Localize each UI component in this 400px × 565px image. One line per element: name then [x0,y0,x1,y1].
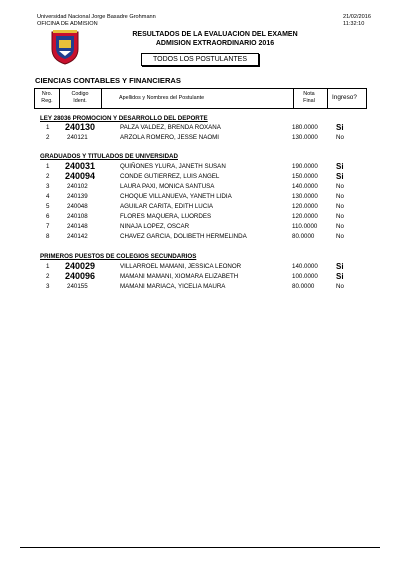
office-name: OFICINA DE ADMISION [37,21,98,27]
row-name: MAMANI MARIACA, YICELIA MAURA [120,283,226,290]
row-nro: 1 [46,163,50,170]
filter-box: TODOS LOS POSTULANTES [141,53,259,66]
row-nro: 2 [46,134,50,141]
row-ingreso: Si [336,162,344,171]
table-row [34,213,365,222]
row-nota: 120.0000 [292,203,318,210]
row-nro: 1 [46,263,50,270]
report-date: 21/02/2016 [343,14,371,20]
row-nro: 1 [46,124,50,131]
table-row [34,183,365,192]
table-row [34,134,365,143]
row-name: VILLARROEL MAMANI, JESSICA LEONOR [120,263,242,270]
row-code: 240048 [67,203,88,210]
row-name: AGUILAR CARITA, EDITH LUCIA [120,203,214,210]
row-code: 240094 [65,171,96,181]
col-nota-line2: Final [303,98,315,104]
row-nota: 130.0000 [292,193,318,200]
row-ingreso: No [336,183,344,190]
row-name: CHOQUE VILLANUEVA, YANETH LIDIA [120,193,232,200]
col-nota-line1: Nota [303,91,315,97]
row-nro: 2 [46,173,50,180]
row-nota: 150.0000 [292,173,318,180]
table-row [34,283,365,292]
row-code: 240148 [67,223,88,230]
row-code: 240142 [67,233,88,240]
table-row [34,203,365,212]
section-title: LEY 28036 PROMOCION Y DESARROLLO DEL DEPORTE [40,115,208,122]
program-name: CIENCIAS CONTABLES Y FINANCIERAS [35,76,181,85]
divider [293,89,294,108]
row-nota: 140.0000 [292,183,318,190]
table-header [34,88,367,109]
row-code: 240108 [67,213,88,220]
row-nro: 7 [46,223,50,230]
row-nro: 8 [46,233,50,240]
row-nota: 100.0000 [292,273,318,280]
row-ingreso: No [336,203,344,210]
row-name: CHAVEZ GARCIA, DOLIBETH HERMELINDA [120,233,247,240]
row-name: MAMANI MAMANI, XIOMARA ELIZABETH [120,273,239,280]
table-row [34,124,365,133]
table-row [34,273,365,282]
row-ingreso: No [336,223,344,230]
row-nota: 120.0000 [292,213,318,220]
row-ingreso: No [336,213,344,220]
row-code: 240031 [65,161,96,171]
row-nota: 140.0000 [292,263,318,270]
row-name: ARZOLA ROMERO, JESSE NAOMI [120,134,220,141]
header-right [343,14,371,28]
report-time: 11:32:10 [343,21,365,27]
university-name: Universidad Nacional Jorge Basadre Grohmann [37,14,156,20]
divider [327,89,328,108]
col-nota [297,91,321,105]
row-ingreso: Si [336,262,344,271]
row-ingreso: No [336,134,344,141]
table-row [34,193,365,202]
col-code-line2: Ident. [73,98,87,104]
row-ingreso: No [336,193,344,200]
footer-divider [20,547,380,548]
report-title: RESULTADOS DE LA EVALUACION DEL EXAMEN [132,31,298,38]
col-nro [35,91,59,105]
row-nota: 130.0000 [292,134,318,141]
row-name: QUIÑONES YLURA, JANETH SUSAN [120,163,226,170]
row-nota: 110.0000 [292,223,318,230]
row-code: 240121 [67,134,88,141]
header-left [37,14,156,28]
row-nro: 5 [46,203,50,210]
table-row [34,223,365,232]
divider [101,89,102,108]
row-code: 240139 [67,193,88,200]
row-nro: 2 [46,273,50,280]
row-ingreso: Si [336,272,344,281]
row-ingreso: No [336,283,344,290]
row-nota: 190.0000 [292,163,318,170]
row-nota: 80.0000 [292,283,315,290]
row-ingreso: Si [336,172,344,181]
col-nro-line1: Nro. [41,91,53,97]
row-nro: 3 [46,283,50,290]
row-name: PALZA VALDEZ, BRENDA ROXANA [120,124,221,131]
divider [59,89,60,108]
table-row [34,233,365,242]
row-nota: 80.0000 [292,233,315,240]
col-name: Apellidos y Nombres del Postulante [119,95,205,101]
table-row [34,173,365,182]
row-name: CONDE GUTIERREZ, LUIS ANGEL [120,173,220,180]
row-code: 240130 [65,122,96,132]
row-nota: 180.0000 [292,124,318,131]
report-subtitle: ADMISION EXTRAORDINARIO 2016 [155,40,275,47]
row-name: NINAJA LOPEZ, OSCAR [120,223,190,230]
col-ingreso: Ingreso? [332,94,357,101]
row-code: 240029 [65,261,96,271]
row-name: FLORES MAQUERA, LUORDES [120,213,212,220]
section-title: PRIMEROS PUESTOS DE COLEGIOS SECUNDARIOS [40,253,197,260]
row-ingreso: No [336,233,344,240]
row-nro: 6 [46,213,50,220]
row-code: 240102 [67,183,88,190]
row-code: 240096 [65,271,96,281]
section-title: GRADUADOS Y TITULADOS DE UNIVERSIDAD [40,153,178,160]
university-logo [50,29,80,65]
row-nro: 4 [46,193,50,200]
col-code-line1: Codigo [71,91,89,97]
row-nro: 3 [46,183,50,190]
col-nro-line2: Reg. [41,98,53,104]
row-ingreso: Si [336,123,344,132]
col-code [63,91,97,105]
row-code: 240155 [67,283,88,290]
row-name: LAURA PAXI, MONICA SANTUSA [120,183,215,190]
